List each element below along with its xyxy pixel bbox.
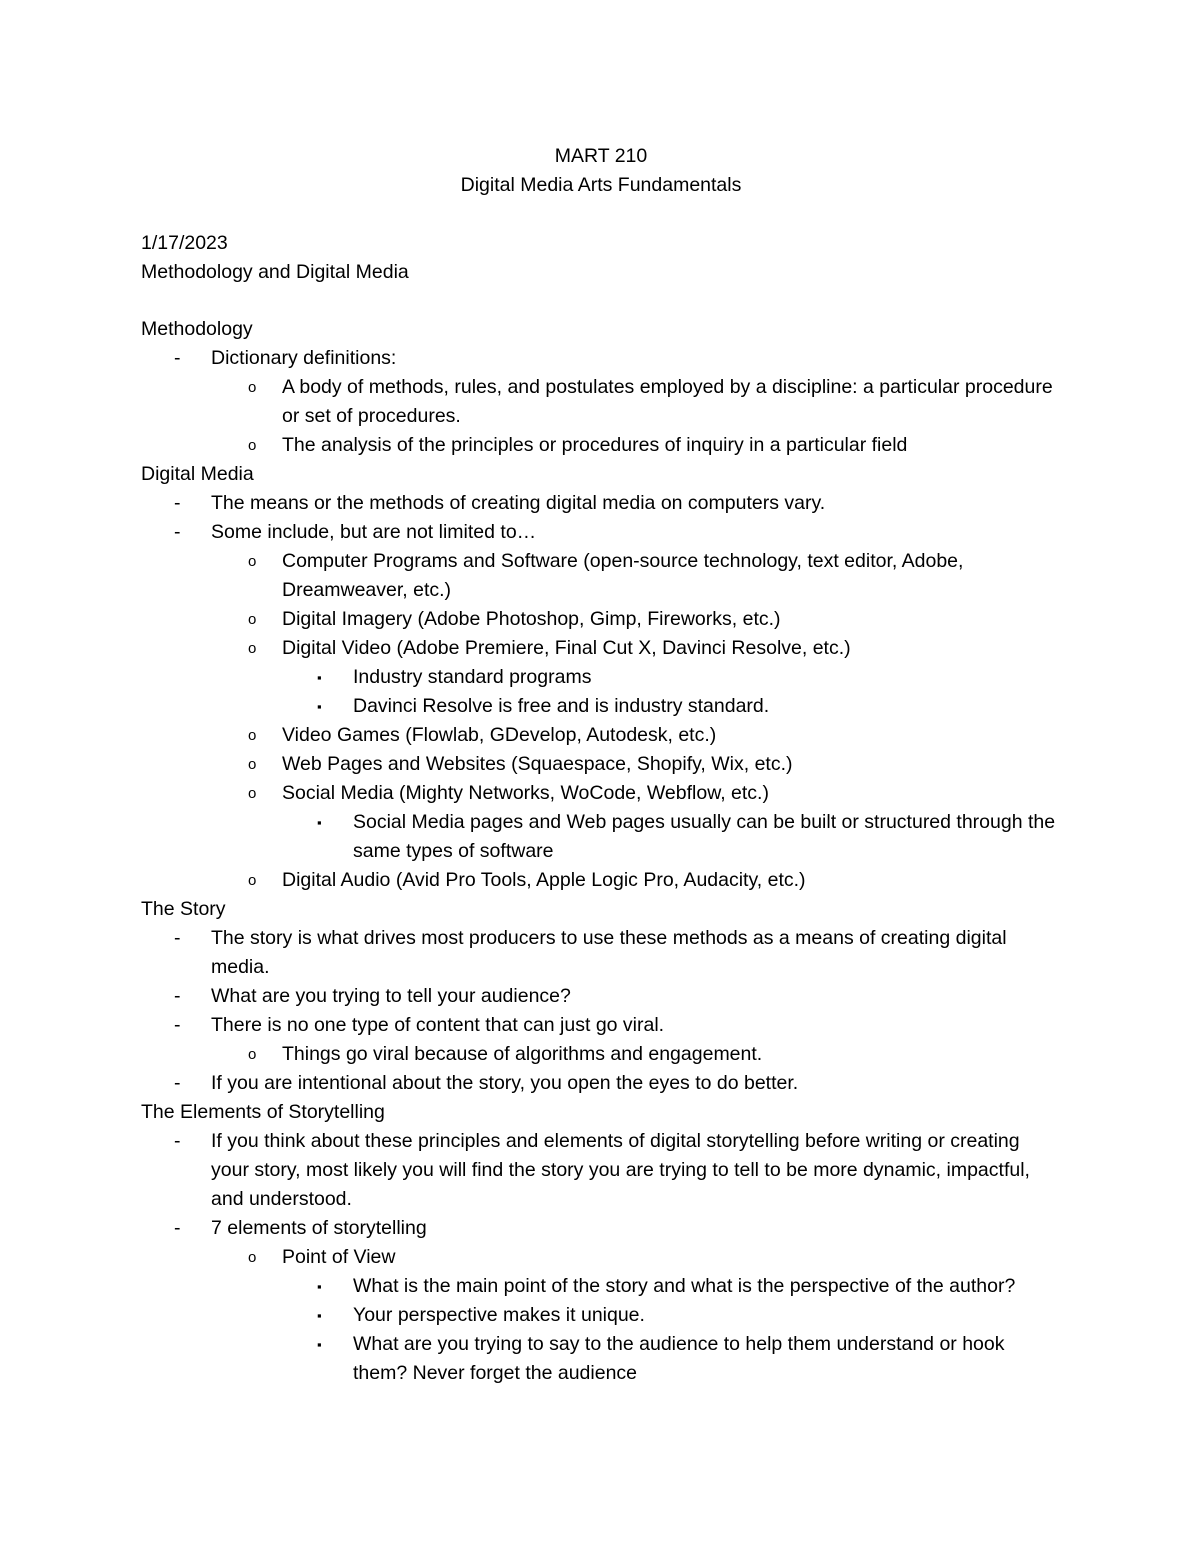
- list-item: [141, 866, 1061, 895]
- section: [141, 1098, 1061, 1388]
- square-bullet-icon: ▪: [317, 1337, 322, 1353]
- dash-bullet-icon: -: [174, 927, 181, 950]
- list-item: [141, 489, 1061, 518]
- list-item: [141, 1272, 1061, 1301]
- circle-bullet-icon: o: [248, 640, 257, 658]
- list-item: [141, 1330, 1061, 1388]
- blank-line: [141, 200, 1061, 229]
- dash-bullet-icon: -: [174, 1014, 181, 1037]
- list-item-text: Digital Video (Adobe Premiere, Final Cut X, Davinci Resolve, etc.): [282, 637, 851, 660]
- circle-bullet-icon: o: [248, 379, 257, 397]
- list-item: [141, 605, 1061, 634]
- list-item-text: There is no one type of content that can just go viral.: [211, 1014, 665, 1037]
- dash-bullet-icon: -: [174, 985, 181, 1008]
- list-item-text: A body of methods, rules, and postulates employed by a discipline: a particular procedure or set of procedures.: [282, 376, 1053, 428]
- blank-line: [141, 287, 1061, 316]
- circle-bullet-icon: o: [248, 437, 257, 455]
- list-item: [141, 1011, 1061, 1040]
- list-item-text: 7 elements of storytelling: [211, 1217, 427, 1240]
- list-item-text: Your perspective makes it unique.: [353, 1304, 645, 1327]
- circle-bullet-icon: o: [248, 872, 257, 890]
- bullet-list: [141, 1127, 1061, 1388]
- list-item: [141, 750, 1061, 779]
- list-item: [141, 431, 1061, 460]
- list-item: [141, 663, 1061, 692]
- list-item-text: The story is what drives most producers to use these methods as a means of creating digital media.: [211, 927, 1007, 979]
- list-item: [141, 982, 1061, 1011]
- list-item: [141, 547, 1061, 605]
- list-item-text: Computer Programs and Software (open-source technology, text editor, Adobe, Dreamweaver, etc.): [282, 550, 964, 602]
- section-heading: Digital Media: [141, 463, 254, 486]
- bullet-list: [141, 344, 1061, 460]
- dash-bullet-icon: -: [174, 1130, 181, 1153]
- square-bullet-icon: ▪: [317, 1279, 322, 1295]
- section-heading: The Story: [141, 898, 226, 921]
- list-item: [141, 634, 1061, 663]
- list-item: [141, 779, 1061, 808]
- dash-bullet-icon: -: [174, 492, 181, 515]
- list-item: [141, 1243, 1061, 1272]
- circle-bullet-icon: o: [248, 756, 257, 774]
- bullet-list: [141, 924, 1061, 1098]
- circle-bullet-icon: o: [248, 727, 257, 745]
- dash-bullet-icon: -: [174, 1072, 181, 1095]
- list-item: [141, 373, 1061, 431]
- course-title: Digital Media Arts Fundamentals: [460, 174, 742, 196]
- list-item-text: If you think about these principles and elements of digital storytelling before writing or creating your story, most likely you will find the story you are trying to tell to be more dynamic, impactful, and understood.: [211, 1130, 1030, 1211]
- section: [141, 895, 1061, 1098]
- list-item-text: Digital Imagery (Adobe Photoshop, Gimp, Fireworks, etc.): [282, 608, 781, 631]
- square-bullet-icon: ▪: [317, 699, 322, 715]
- list-item-text: Point of View: [282, 1246, 396, 1269]
- list-item-text: What is the main point of the story and what is the perspective of the author?: [353, 1275, 1016, 1298]
- square-bullet-icon: ▪: [317, 1308, 322, 1324]
- document-body: [141, 142, 1061, 1388]
- square-bullet-icon: ▪: [317, 670, 322, 686]
- list-item-text: Some include, but are not limited to…: [211, 521, 537, 544]
- list-item: [141, 1301, 1061, 1330]
- section-heading: The Elements of Storytelling: [141, 1101, 385, 1124]
- list-item-text: What are you trying to tell your audience?: [211, 985, 571, 1008]
- list-item: [141, 924, 1061, 982]
- list-item: [141, 344, 1061, 373]
- list-item-text: The means or the methods of creating digital media on computers vary.: [211, 492, 826, 515]
- list-item: [141, 1040, 1061, 1069]
- section: [141, 460, 1061, 895]
- list-item: [141, 1069, 1061, 1098]
- circle-bullet-icon: o: [248, 785, 257, 803]
- list-item-text: Digital Audio (Avid Pro Tools, Apple Logic Pro, Audacity, etc.): [282, 869, 806, 892]
- list-item-text: What are you trying to say to the audience to help them understand or hook them? Never forget the audience: [353, 1333, 1005, 1385]
- list-item-text: Social Media pages and Web pages usually can be built or structured through the same types of software: [353, 811, 1056, 863]
- list-item: [141, 1127, 1061, 1214]
- circle-bullet-icon: o: [248, 553, 257, 571]
- section: [141, 315, 1061, 460]
- list-item-text: Things go viral because of algorithms and engagement.: [282, 1043, 763, 1066]
- list-item-text: Video Games (Flowlab, GDevelop, Autodesk, etc.): [282, 724, 717, 747]
- dash-bullet-icon: -: [174, 1217, 181, 1240]
- list-item: [141, 721, 1061, 750]
- list-item: [141, 518, 1061, 547]
- lecture-topic: Methodology and Digital Media: [141, 260, 409, 283]
- list-item-text: If you are intentional about the story, you open the eyes to do better.: [211, 1072, 799, 1095]
- section-heading: Methodology: [141, 318, 253, 341]
- dash-bullet-icon: -: [174, 347, 181, 370]
- dash-bullet-icon: -: [174, 521, 181, 544]
- list-item-text: Social Media (Mighty Networks, WoCode, Webflow, etc.): [282, 782, 769, 805]
- list-item-text: Davinci Resolve is free and is industry standard.: [353, 695, 770, 718]
- list-item-text: The analysis of the principles or procedures of inquiry in a particular field: [282, 434, 908, 457]
- square-bullet-icon: ▪: [317, 815, 322, 831]
- list-item: [141, 692, 1061, 721]
- notes-sections: [141, 315, 1061, 1388]
- list-item-text: Dictionary definitions:: [211, 347, 397, 370]
- list-item: [141, 808, 1061, 866]
- lecture-date: 1/17/2023: [141, 231, 228, 254]
- list-item: [141, 1214, 1061, 1243]
- bullet-list: [141, 489, 1061, 895]
- circle-bullet-icon: o: [248, 611, 257, 629]
- list-item-text: Industry standard programs: [353, 666, 592, 689]
- circle-bullet-icon: o: [248, 1046, 257, 1064]
- list-item-text: Web Pages and Websites (Squaespace, Shopify, Wix, etc.): [282, 753, 793, 776]
- course-code: MART 210: [554, 145, 648, 167]
- circle-bullet-icon: o: [248, 1249, 257, 1267]
